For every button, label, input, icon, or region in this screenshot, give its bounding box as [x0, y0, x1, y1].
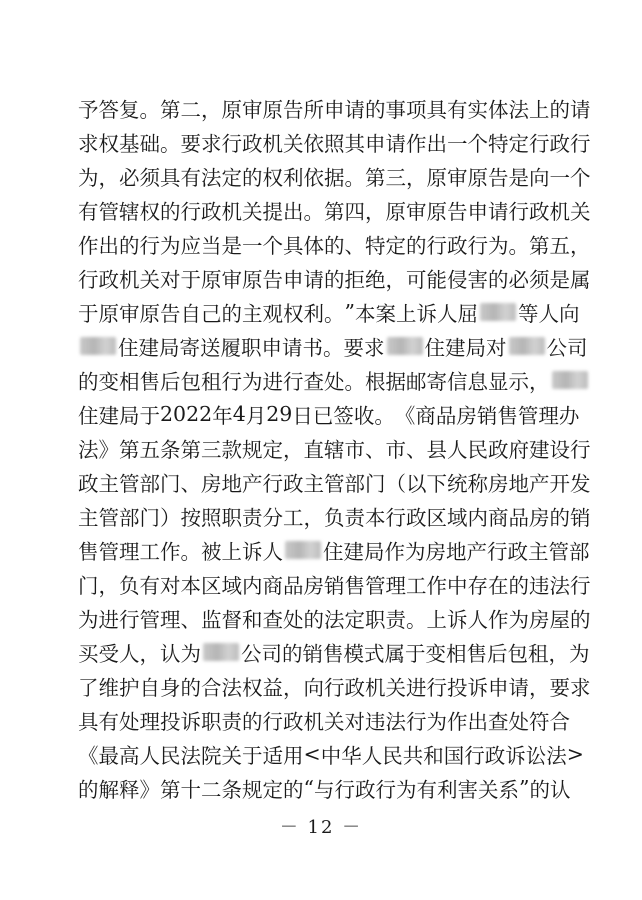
page-number: － 12 － — [279, 817, 363, 838]
text-line: 行 政 机 关 对 于 原 审 原 告 申 请 的 拒 绝 ， 可 能 侵 害 的 必 须 是 属 — [78, 268, 591, 292]
text-line: 的 解 释 》 第 十 二 条 规 定 的 “ 与 行 政 行 为 有 利 害 关 系 ” 的 认 — [78, 776, 571, 802]
text-line: 门 ， 负 有 对 本 区 域 内 商 品 房 销 售 管 理 工 作 中 存 在 的 违 法 行 — [78, 574, 591, 598]
body-text — [78, 91, 591, 805]
text-line: 为 ， 必 须 具 有 法 定 的 权 利 依 据 。 第 三 ， 原 审 原 告 是 向 一 个 — [78, 166, 591, 190]
redaction-mark — [552, 371, 588, 389]
redaction-mark — [80, 337, 116, 355]
text-line: 具 有 处 理 投 诉 职 责 的 行 政 机 关 对 违 法 行 为 作 出 查 处 符 合 — [78, 710, 570, 734]
text-line: 于 原 审 原 告 自 己 的 主 观 权 利 。 ” 本 案 上 诉 人 屈 等 人 向 — [78, 300, 580, 326]
redaction-mark — [285, 541, 321, 559]
text-line: 住 建 局 寄 送 履 职 申 请 书 。 要 求 住 建 局 对 公 司 — [78, 329, 568, 363]
text-line: 予 答 复 。 第 二 ， 原 审 原 告 所 申 请 的 事 项 具 有 实 体 法 上 的 请 — [78, 98, 591, 122]
text-line: 《 最 高 人 民 法 院 关 于 适 用 < 中 华 人 民 共 和 国 行 政 诉 讼 法 > — [78, 742, 584, 768]
text-line: 售 管 理 工 作 。 被 上 诉 人 住 建 局 作 为 房 地 产 行 政 主 管 部 — [78, 540, 590, 564]
text-line: 住 建 局 于 2 0 2 2 年 4 月 2 9 日 已 签 收 。 《 商 品 房 销 售 管 理 办 — [78, 402, 580, 428]
text-line: 主 管 部 门 ） 按 照 职 责 分 工 ， 负 责 本 行 政 区 域 内 商 品 房 的 销 — [78, 506, 591, 530]
redaction-mark — [387, 337, 423, 355]
text-line: 买 受 人 ， 认 为 公 司 的 销 售 模 式 属 于 变 相 售 后 包 租 ， 为 — [78, 642, 590, 666]
redaction-mark — [509, 337, 545, 355]
text-line: 有 管 辖 权 的 行 政 机 关 提 出 。 第 四 ， 原 审 原 告 申 请 行 政 机 关 — [78, 200, 591, 224]
redaction-mark — [480, 303, 516, 321]
redaction-mark — [203, 643, 239, 661]
text-line: 为 进 行 管 理 、 监 督 和 查 处 的 法 定 职 责 。 上 诉 人 作 为 房 屋 的 — [78, 608, 591, 632]
text-line: 求 权 基 础 。 要 求 行 政 机 关 依 照 其 申 请 作 出 一 个 特 定 行 政 行 — [78, 132, 591, 156]
text-line: 作 出 的 行 为 应 当 是 一 个 具 体 的 、 特 定 的 行 政 行 为 。 第 五 ， — [78, 234, 591, 258]
text-line: 法 》 第 五 条 第 三 款 规 定 ， 直 辖 市 、 市 、 县 人 民 政 府 建 设 行 — [78, 438, 591, 462]
text-line: 了 维 护 自 身 的 合 法 权 益 ， 向 行 政 机 关 进 行 投 诉 申 请 ， 要 求 — [78, 676, 591, 700]
text-line: 的 变 相 售 后 包 租 行 为 进 行 查 处 。 根 据 邮 寄 信 息 显 示 ， — [78, 363, 568, 397]
text-line: 政 主 管 部 门 、 房 地 产 行 政 主 管 部 门 （ 以 下 统 称 房 地 产 开 发 — [78, 472, 591, 496]
